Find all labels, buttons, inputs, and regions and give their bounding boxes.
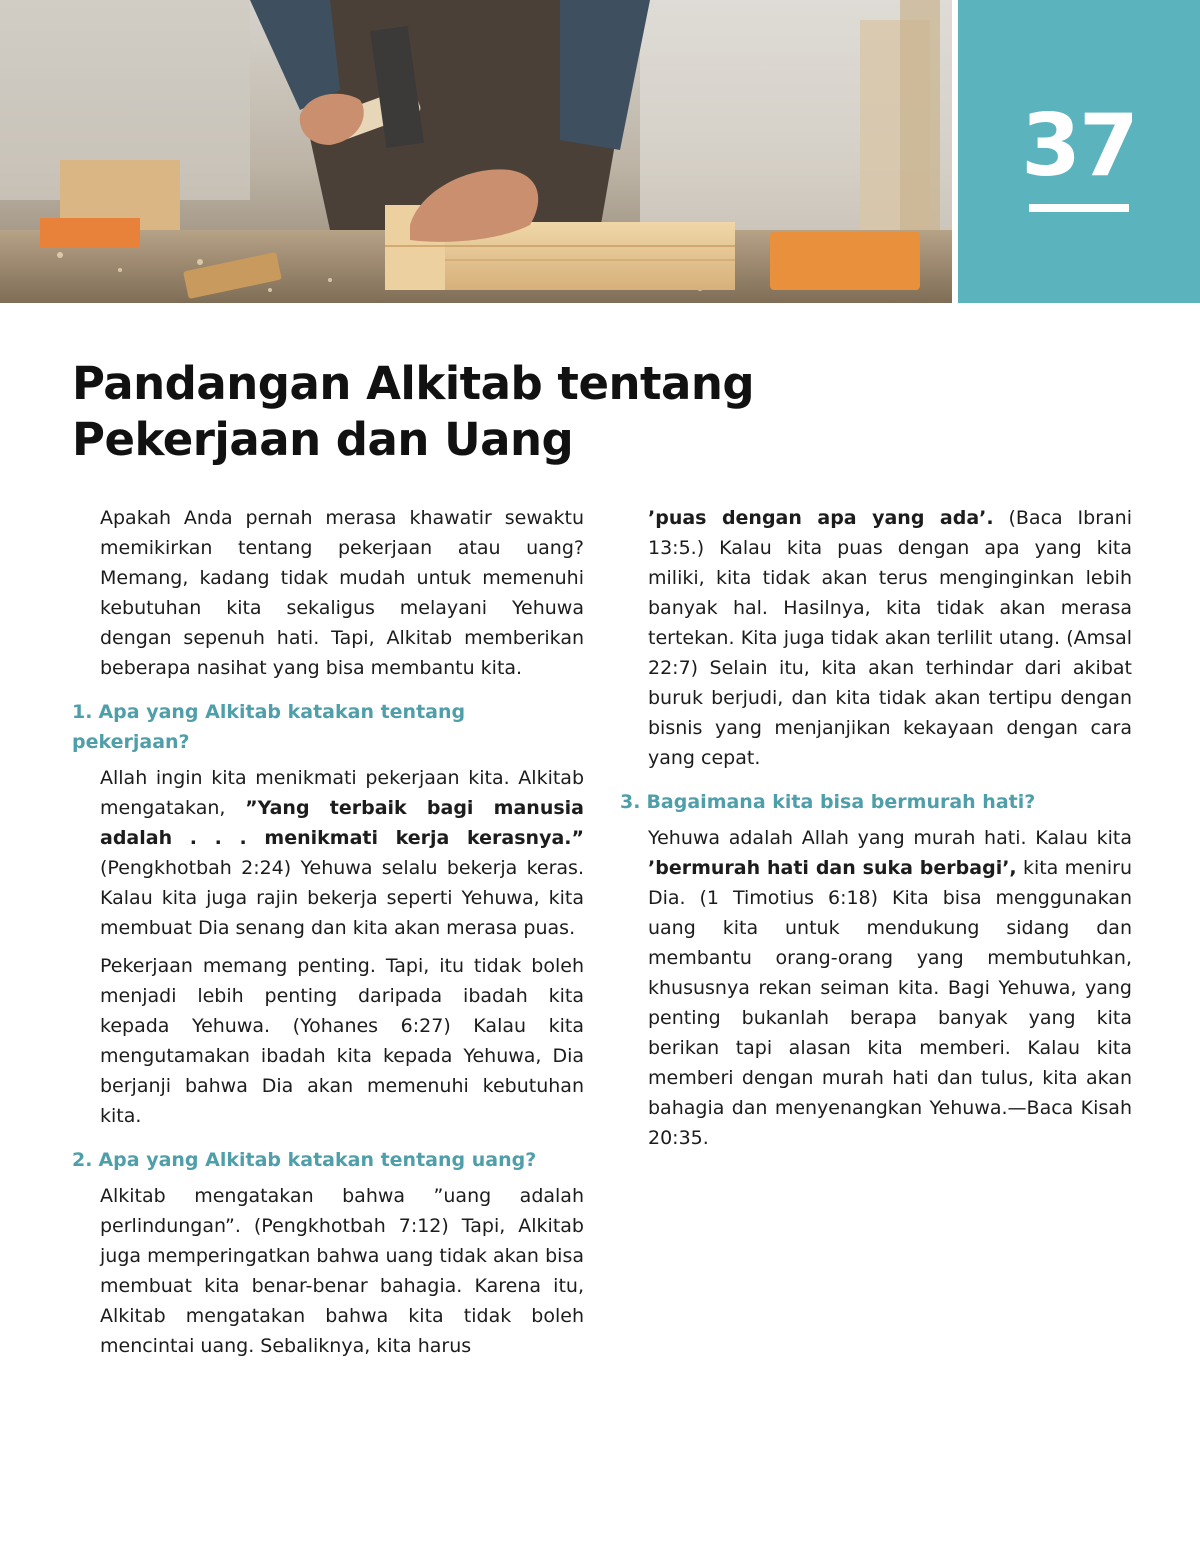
section-1-paragraph-1 <box>72 763 584 943</box>
section-3-text-a: Yehuwa adalah Allah yang murah hati. Kalau kita <box>648 827 1132 849</box>
section-3-paragraph-1 <box>620 823 1132 1153</box>
section-2-bold-quote: ’puas dengan apa yang ada’. <box>648 507 994 529</box>
section-2-paragraph-1-continued <box>620 503 1132 773</box>
left-column <box>72 503 584 1369</box>
section-3-number: 3. <box>620 791 641 813</box>
section-2-number: 2. <box>72 1149 93 1171</box>
section-2-paragraph-1 <box>72 1181 584 1361</box>
section-3-text-b: kita meniru Dia. (1 Timotius 6:18) Kita bisa menggunakan uang kita untuk mendukung sidang dan membantu orang-orang yang membutuhkan, khususnya rekan seiman kita. Bagi Yehuwa, yang penting bukanlah berapa banyak yang kita berikan tapi alasan kita memberi. Kalau kita memberi dengan murah hati dan tulus, kita akan bahagia dan menyenangkan Yehuwa.—Baca Kisah 20:35. <box>648 857 1132 1149</box>
section-1-text-a: Allah ingin kita menikmati pekerjaan kita. Alkitab mengatakan, <box>100 767 584 819</box>
section-3-bold-quote: ’bermurah hati dan suka berbagi’, <box>648 857 1017 879</box>
section-2-text-a: Alkitab mengatakan bahwa ”uang adalah perlindungan”. (Pengkhotbah 7:12) Tapi, Alkitab juga memperingatkan bahwa uang tidak akan bisa membuat kita benar-benar bahagia. Karena itu, Alkitab mengatakan bahwa kita tidak boleh mencintai uang. Sebaliknya, kita harus <box>100 1185 584 1357</box>
section-2-text-b: (Baca Ibrani 13:5.) Kalau kita puas dengan apa yang kita miliki, kita tidak akan terus menginginkan lebih banyak hal. Hasilnya, kita tidak akan merasa tertekan. Kita juga tidak akan terlilit utang. (Amsal 22:7) Selain itu, kita akan terhindar dari akibat buruk berjudi, dan kita tidak akan tertipu dengan bisnis yang menjanjikan kekayaan dengan cara yang cepat. <box>648 507 1132 769</box>
page-title-line-2: Pekerjaan dan Uang <box>72 413 574 466</box>
section-1-heading <box>72 697 584 757</box>
carpentry-illustration <box>0 0 952 303</box>
page-title <box>72 356 832 468</box>
section-1-number: 1. <box>72 701 93 723</box>
section-1-text-b: (Pengkhotbah 2:24) Yehuwa selalu bekerja keras. Kalau kita juga rajin bekerja seperti Yehuwa, kita membuat Dia senang dan kita akan merasa puas. <box>100 857 584 939</box>
section-1-bold-quote: ”Yang terbaik bagi manusia adalah . . . menikmati kerja kerasnya.” <box>100 797 584 849</box>
section-2-heading <box>72 1145 584 1175</box>
section-3-heading <box>620 787 1132 817</box>
section-1-heading-text: Apa yang Alkitab katakan tentang pekerjaan? <box>72 701 466 753</box>
intro-paragraph: Apakah Anda pernah merasa khawatir sewaktu memikirkan tentang pekerjaan atau uang? Memang, kadang tidak mudah untuk memenuhi kebutuhan kita sekaligus melayani Yehuwa dengan sepenuh hati. Tapi, Alkitab memberikan beberapa nasihat yang bisa membantu kita. <box>100 507 584 679</box>
lesson-number: 37 <box>1021 96 1137 196</box>
page-title-line-1: Pandangan Alkitab tentang <box>72 357 755 410</box>
hero-image <box>0 0 952 303</box>
lesson-number-box <box>958 0 1200 303</box>
right-column <box>620 503 1132 1161</box>
section-2-heading-text: Apa yang Alkitab katakan tentang uang? <box>98 1149 537 1171</box>
section-3-heading-text: Bagaimana kita bisa bermurah hati? <box>646 791 1036 813</box>
section-1-paragraph-2: Pekerjaan memang penting. Tapi, itu tidak boleh menjadi lebih penting daripada ibadah kita kepada Yehuwa. (Yohanes 6:27) Kalau kita mengutamakan ibadah kita kepada Yehuwa, Dia berjanji bahwa Dia akan memenuhi kebutuhan kita. <box>100 955 584 1127</box>
lesson-number-rule <box>1029 204 1129 212</box>
